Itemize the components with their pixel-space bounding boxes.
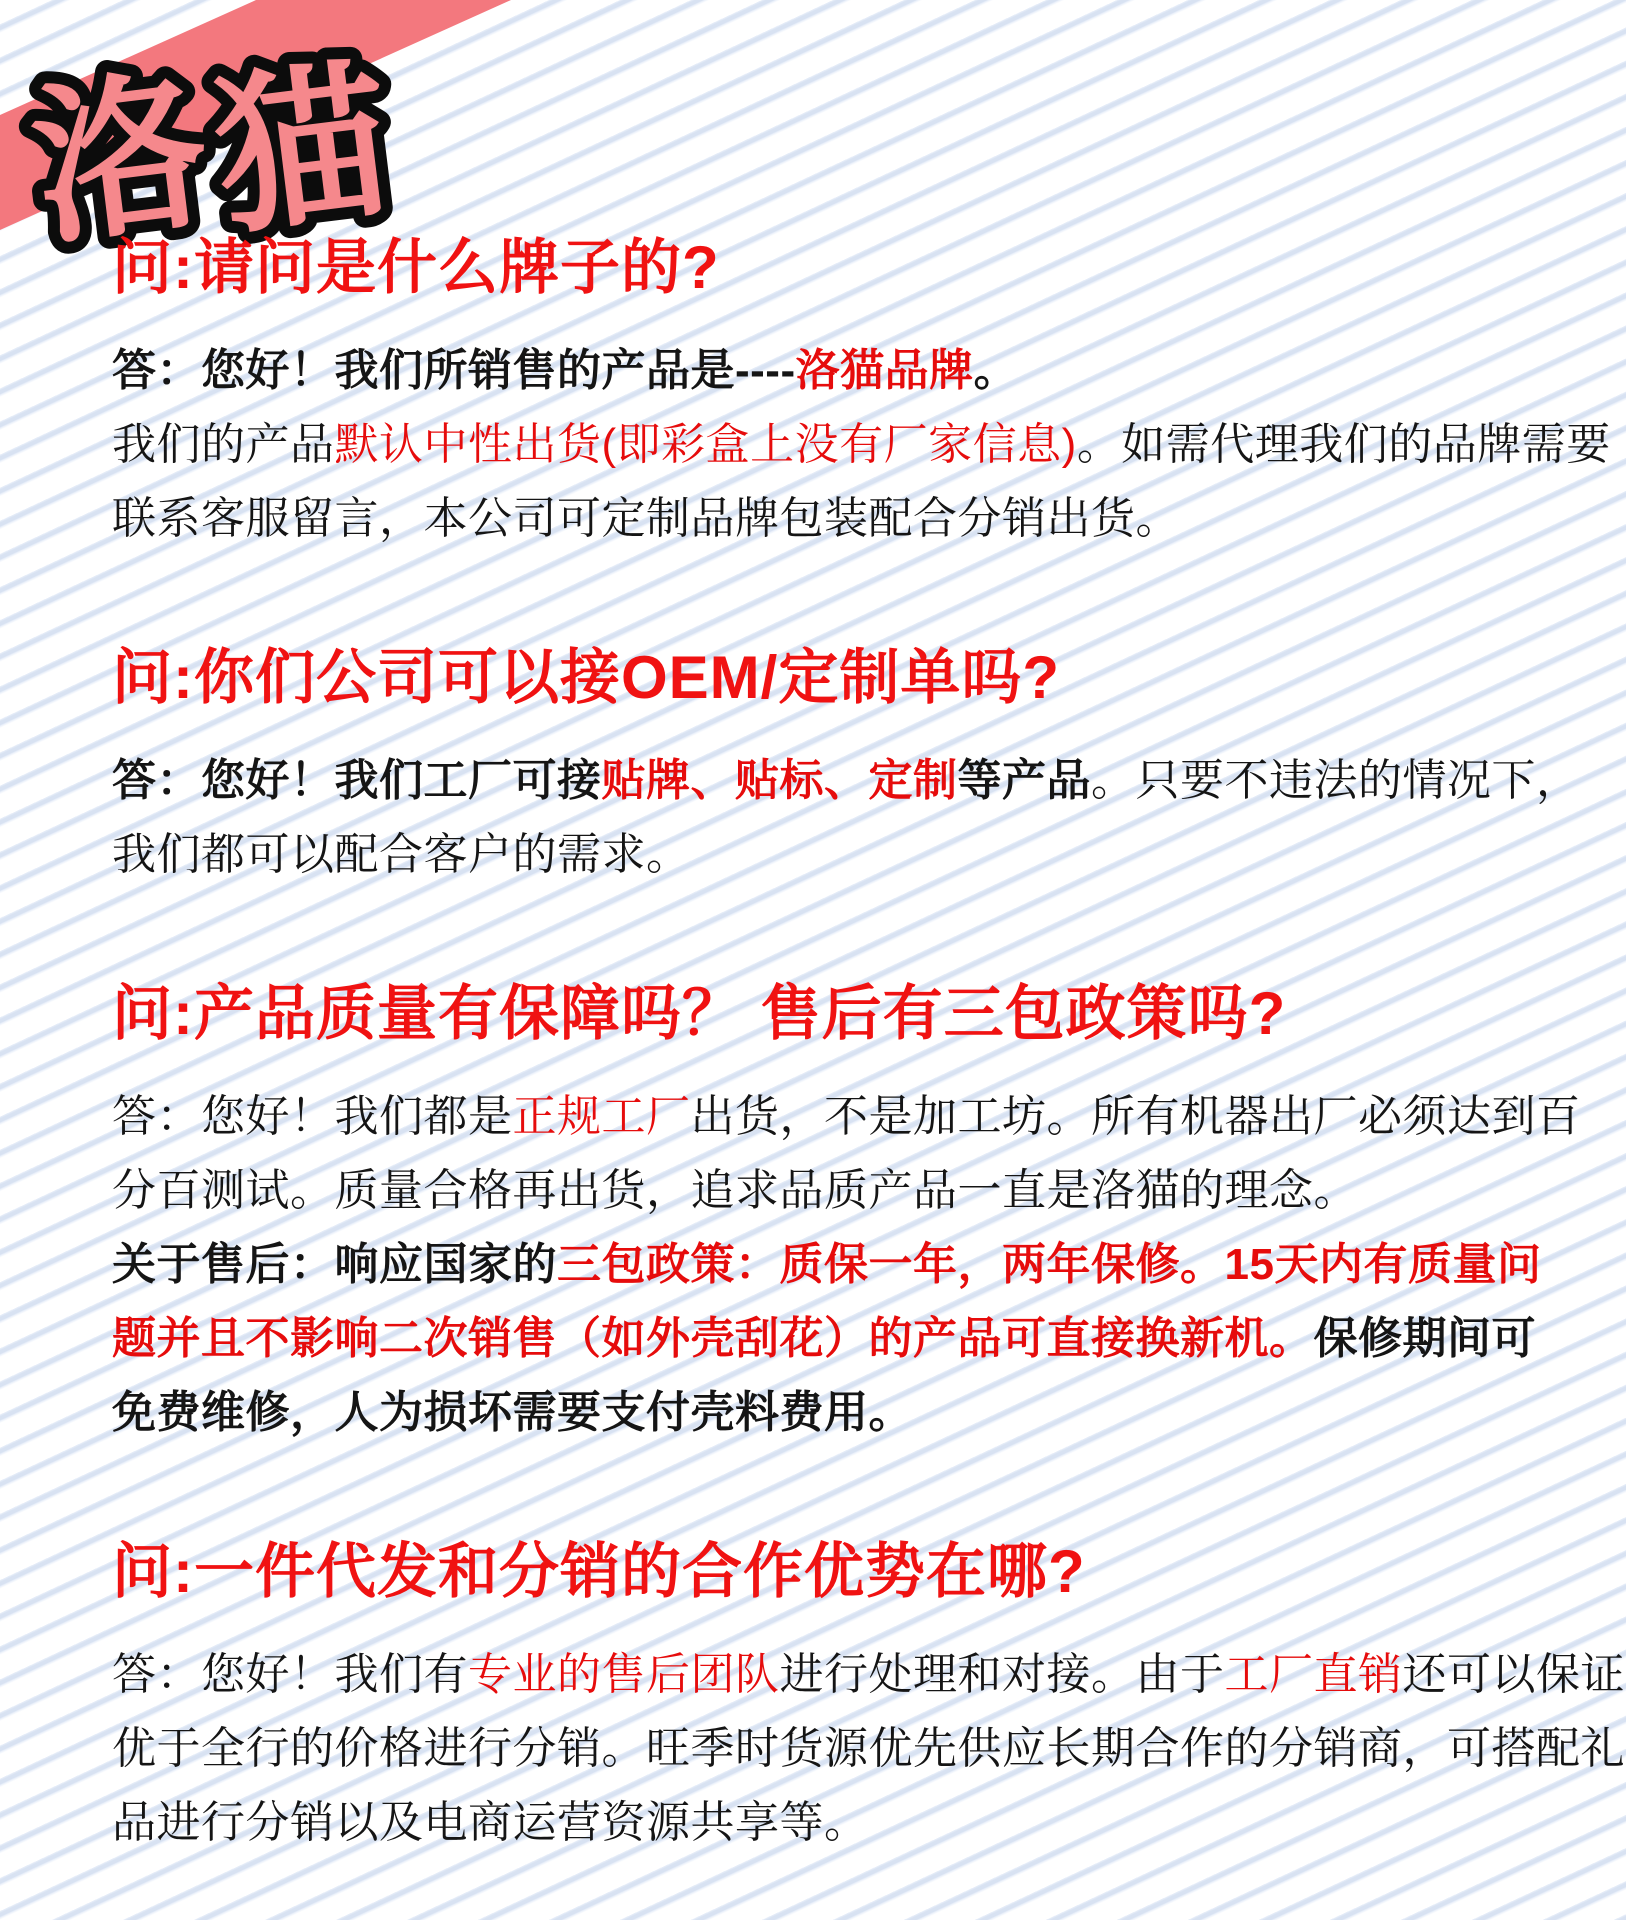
answer-line: [112, 1376, 1566, 1450]
question-heading: 问:一件代发和分销的合作优势在哪?: [112, 1538, 1086, 1605]
answer-segment: 进行处理和对接。由于: [779, 1650, 1225, 1699]
answer-segment: 洛猫品牌: [795, 346, 974, 395]
answer-segment: 优于全行的价格进行分销。旺季时货源优先供应长期合作的分销商，可搭配礼: [112, 1724, 1625, 1773]
answer-segment: 题并且不影响二次销售（如外壳刮花）的产品可直接换新机。: [112, 1314, 1314, 1363]
answer-segment: 分百测试。质量合格再出货，追求品质产品一直是洛猫的理念。: [112, 1166, 1358, 1215]
answer-block: [112, 334, 1611, 556]
answer-line: [112, 744, 1581, 818]
answer-line: [112, 1228, 1566, 1302]
answer-segment: 我们的产品: [112, 420, 335, 469]
answer-segment: 免费维修，人为损坏需要支付壳料费用。: [112, 1388, 913, 1437]
answer-segment: 答：您好！我们工厂可接: [112, 756, 602, 805]
answer-block: [112, 1080, 1581, 1450]
answer-segment: 保修期间可: [1313, 1314, 1536, 1363]
answer-segment: 关于售后：响应国家的: [112, 1240, 557, 1289]
answer-segment: 出货，不是加工坊。所有机器出厂必须达到百: [690, 1092, 1581, 1141]
answer-line: [112, 1154, 1566, 1228]
answer-segment: 联系客服留言，本公司可定制品牌包装配合分销出货。: [112, 494, 1180, 543]
qa-section: [112, 978, 1581, 1450]
qa-section: [112, 232, 1611, 556]
answer-segment: 默认中性出货(即彩盒上没有厂家信息): [334, 420, 1077, 469]
qa-section: [112, 642, 1581, 892]
answer-segment: 。: [973, 346, 1019, 395]
answer-segment: 。只要不违法的情况下，: [1091, 756, 1581, 805]
answer-line: [112, 1712, 1625, 1786]
answer-segment: 等产品: [957, 756, 1091, 805]
question-heading: 问:产品质量有保障吗？ 售后有三包政策吗?: [112, 980, 1287, 1047]
answer-segment: 品进行分销以及电商运营资源共享等。: [112, 1798, 869, 1847]
question-heading: 问:请问是什么牌子的?: [112, 234, 720, 301]
answer-segment: 答：您好！我们有: [112, 1650, 468, 1699]
qa-section: [112, 1536, 1625, 1860]
answer-line: [112, 1638, 1625, 1712]
answer-line: [112, 818, 1566, 892]
answer-line: [112, 1786, 1566, 1860]
answer-line: [112, 334, 1566, 408]
answer-segment: 还可以保证: [1402, 1650, 1625, 1699]
answer-segment: 专业的售后团队: [468, 1650, 780, 1699]
answer-segment: 三包政策：质保一年，两年保修。15天内有质量问: [557, 1240, 1542, 1289]
logo-char-2: 猫: [205, 43, 400, 256]
answer-segment: 我们都可以配合客户的需求。: [112, 830, 691, 879]
answer-line: [112, 482, 1566, 556]
answer-segment: 。如需代理我们的品牌需要: [1076, 420, 1611, 469]
answer-line: [112, 1302, 1566, 1376]
answer-block: [112, 1638, 1625, 1860]
answer-segment: 工厂直销: [1224, 1650, 1403, 1699]
question-heading: 问:你们公司可以接OEM/定制单吗?: [112, 644, 1060, 711]
answer-line: [112, 408, 1611, 482]
answer-segment: 答：您好！我们所销售的产品是----: [112, 346, 796, 395]
answer-segment: 贴牌、贴标、定制: [601, 756, 958, 805]
answer-line: [112, 1080, 1581, 1154]
logo-char-1: 洛: [23, 54, 218, 266]
answer-segment: 正规工厂: [512, 1092, 691, 1141]
answer-block: [112, 744, 1581, 892]
answer-segment: 答：您好！我们都是: [112, 1092, 513, 1141]
